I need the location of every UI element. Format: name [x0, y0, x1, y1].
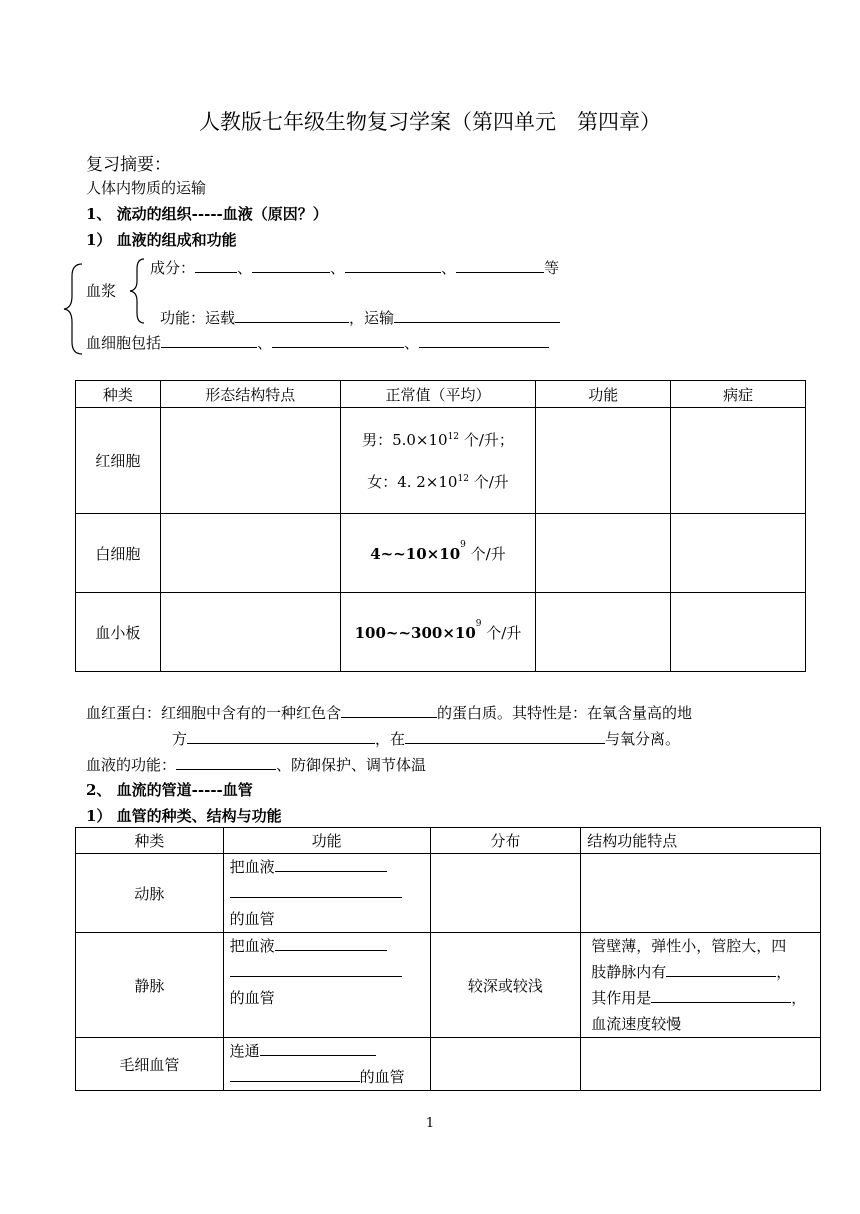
rbc-male-value — [341, 426, 536, 454]
fill-cell[interactable] — [581, 1038, 821, 1091]
summary-heading: 复习摘要： — [86, 155, 171, 175]
section-1-heading: 1、 流动的组织-----血液（原因？） — [86, 205, 328, 223]
row-name-rbc: 红细胞 — [76, 408, 161, 514]
vein-distribution: 较深或较浅 — [430, 933, 581, 1038]
blood-cells-line — [86, 331, 549, 353]
vein-features — [581, 933, 821, 1038]
table-header-row — [76, 828, 821, 854]
exponent: 12 — [447, 431, 460, 442]
function-blank-2[interactable] — [394, 306, 560, 323]
hemoglobin-text: 方 — [172, 730, 188, 748]
function-text: 连通 — [229, 1042, 260, 1060]
artery-function — [223, 854, 430, 933]
fill-cell[interactable] — [430, 1038, 581, 1091]
component-blank-1[interactable] — [195, 256, 237, 273]
header-cell: 种类 — [76, 381, 161, 408]
component-blank-2[interactable] — [252, 256, 330, 273]
page-number: 1 — [425, 1116, 435, 1131]
hemoglobin-text: 与氧分离。 — [605, 730, 681, 748]
cells-label: 血细胞包括 — [86, 334, 162, 352]
feature-text: 血流速度较慢 — [591, 1015, 682, 1033]
cell-blank-3[interactable] — [419, 331, 549, 348]
blood-function-label: 血液的功能： — [86, 756, 177, 774]
table-row — [76, 854, 821, 933]
exponent: 9 — [460, 539, 466, 550]
table-row — [76, 408, 806, 514]
function-text: 把血液 — [229, 937, 275, 955]
fill-cell[interactable] — [581, 854, 821, 933]
exponent: 9 — [475, 618, 482, 629]
sep: 、 — [237, 259, 253, 277]
blood-function-blank[interactable] — [176, 753, 276, 770]
row-name-capillary: 毛细血管 — [76, 1038, 224, 1091]
table-row — [76, 593, 806, 672]
function-blank-1[interactable] — [235, 306, 349, 323]
blood-vessels-table — [75, 827, 821, 1091]
function-label: 功能：运载 — [160, 309, 236, 327]
header-cell: 病症 — [671, 381, 806, 408]
feature-text: 管壁薄，弹性小，管腔大，四 — [591, 937, 787, 955]
header-cell: 正常值（平均） — [340, 381, 536, 408]
feature-text: ， — [791, 989, 807, 1007]
artery-blank-1[interactable] — [275, 855, 387, 872]
component-blank-4[interactable] — [456, 256, 544, 273]
components-end: 等 — [544, 259, 560, 277]
section-2-heading: 2、 血流的管道-----血管 — [86, 781, 253, 799]
vein-blank-1[interactable] — [275, 934, 387, 951]
topic-line: 人体内物质的运输 — [86, 179, 207, 197]
exponent: 12 — [457, 473, 469, 484]
vein-function — [223, 933, 430, 1038]
plasma-function-line — [160, 306, 560, 328]
male-value-text: 男：5.0×10 — [362, 430, 448, 449]
capillary-function — [223, 1038, 430, 1091]
components-label: 成分： — [150, 259, 196, 277]
hemoglobin-line-1 — [86, 701, 692, 723]
artery-blank-2[interactable] — [230, 881, 402, 898]
value-text: 100~~300×10 — [354, 623, 476, 642]
transport-label: ，运输 — [349, 309, 395, 327]
unit-text: 个/升 — [486, 623, 522, 642]
plasma-label: 血浆 — [86, 282, 117, 300]
hemoglobin-text: 的蛋白质。其特性是：在氧含量高的地 — [437, 704, 693, 722]
table-row — [76, 933, 821, 1038]
capillary-blank-2[interactable] — [230, 1065, 360, 1082]
plasma-brace-icon — [128, 257, 150, 325]
sep: 、 — [441, 259, 457, 277]
vein-purpose-blank[interactable] — [651, 986, 791, 1003]
vein-blank-2[interactable] — [230, 960, 402, 977]
row-name-platelet: 血小板 — [76, 593, 161, 672]
function-text: 的血管 — [229, 989, 275, 1007]
unit-text: 个/升 — [473, 472, 509, 491]
fill-cell[interactable] — [430, 854, 581, 933]
fill-cell[interactable] — [536, 514, 671, 593]
blood-function-line — [86, 753, 426, 775]
hemoglobin-line-2 — [172, 727, 680, 749]
platelet-normal-value — [340, 593, 536, 672]
fill-cell[interactable] — [671, 514, 806, 593]
blood-cells-table — [75, 380, 806, 672]
unit-text: 个/升 — [470, 544, 506, 563]
table-row — [76, 1038, 821, 1091]
hemoglobin-blank-1[interactable] — [341, 701, 437, 718]
section-1-1-heading: 1） 血液的组成和功能 — [86, 231, 237, 249]
feature-text: 肢静脉内有 — [591, 963, 667, 981]
hemoglobin-text: 血红蛋白：红细胞中含有的一种红色含 — [86, 704, 342, 722]
function-text: 的血管 — [359, 1068, 405, 1086]
header-cell: 种类 — [76, 828, 224, 854]
header-cell: 功能 — [223, 828, 430, 854]
plasma-components-line — [150, 256, 559, 278]
fill-cell[interactable] — [160, 408, 340, 514]
hemoglobin-blank-2[interactable] — [187, 727, 375, 744]
vein-valve-blank[interactable] — [666, 960, 776, 977]
row-name-artery: 动脉 — [76, 854, 224, 933]
female-value-text: 女：4. 2×10 — [367, 472, 458, 491]
feature-text: 其作用是 — [591, 989, 652, 1007]
table-row — [76, 514, 806, 593]
function-text: 把血液 — [229, 858, 275, 876]
header-cell: 功能 — [536, 381, 671, 408]
sep: 、 — [257, 334, 273, 352]
page-title: 人教版七年级生物复习学案（第四单元 第四章） — [199, 110, 661, 134]
hemoglobin-blank-3[interactable] — [405, 727, 605, 744]
section-2-1-heading: 1） 血管的种类、结构与功能 — [86, 807, 282, 825]
fill-cell[interactable] — [160, 514, 340, 593]
rbc-female-value — [341, 468, 536, 496]
fill-cell[interactable] — [160, 593, 340, 672]
component-blank-3[interactable] — [345, 256, 441, 273]
header-cell: 结构功能特点 — [581, 828, 821, 854]
unit-text: 个/升； — [463, 430, 514, 449]
row-name-vein: 静脉 — [76, 933, 224, 1038]
cell-blank-1[interactable] — [161, 331, 257, 348]
blood-function-text: 、防御保护、调节体温 — [276, 756, 427, 774]
value-text: 4~~10×10 — [370, 544, 461, 563]
sep: 、 — [330, 259, 346, 277]
sep: 、 — [404, 334, 420, 352]
header-cell: 分布 — [430, 828, 581, 854]
feature-text: ， — [776, 963, 792, 981]
hemoglobin-text: ，在 — [375, 730, 406, 748]
function-text: 的血管 — [229, 910, 275, 928]
table-header-row — [76, 381, 806, 408]
fill-cell[interactable] — [536, 593, 671, 672]
wbc-normal-value — [340, 514, 536, 593]
outer-brace-icon — [62, 262, 88, 356]
fill-cell[interactable] — [671, 408, 806, 514]
rbc-normal-value — [340, 408, 536, 514]
capillary-blank-1[interactable] — [260, 1039, 376, 1056]
row-name-wbc: 白细胞 — [76, 514, 161, 593]
fill-cell[interactable] — [671, 593, 806, 672]
header-cell: 形态结构特点 — [160, 381, 340, 408]
cell-blank-2[interactable] — [272, 331, 404, 348]
fill-cell[interactable] — [536, 408, 671, 514]
